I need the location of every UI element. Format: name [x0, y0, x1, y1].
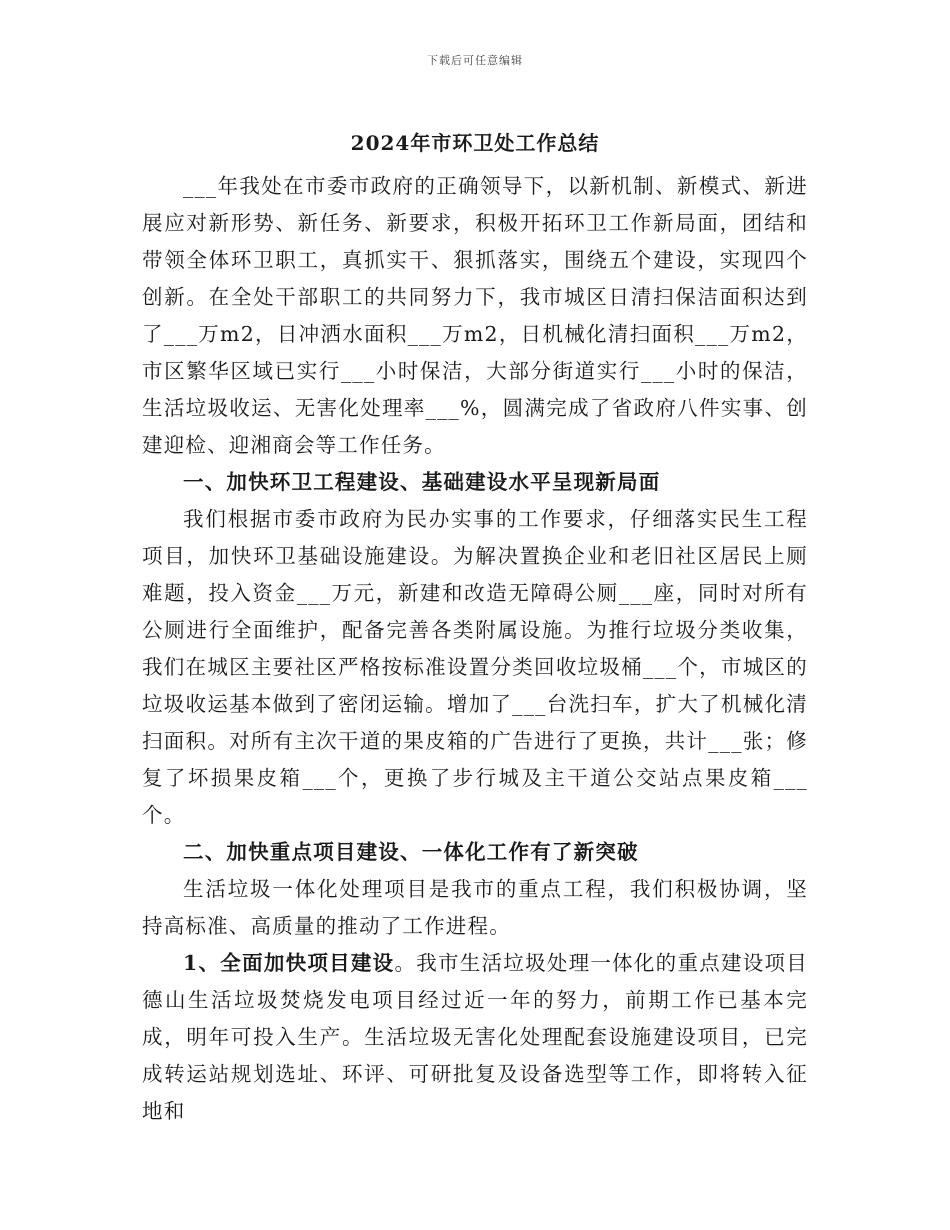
- header-watermark: 下载后可任意编辑: [427, 54, 523, 67]
- section-2-heading: 二、加快重点项目建设、一体化工作有了新突破: [183, 840, 639, 864]
- section-2-paragraph: 生活垃圾一体化处理项目是我市的重点工程，我们积极协调，坚持高标准、高质量的推动了工作进程。: [142, 877, 808, 938]
- section-2-item-1-paragraph: [142, 945, 808, 1130]
- section-1-heading: 一、加快环卫工程建设、基础建设水平呈现新局面: [183, 470, 661, 494]
- document-title: 2024年市环卫处工作总结: [350, 131, 600, 155]
- section-2-item-1-lead: 1、全面加快项目建设: [183, 951, 395, 975]
- section-2-item-1-text: 。我市生活垃圾处理一体化的重点建设项目德山生活垃圾焚烧发电项目经过近一年的努力，前期工作已基本完成，明年可投入生产。生活垃圾无害化处理配套设施建设项目，已完成转运站规划选址、环评、可研批复及设备选型等工作，即将转入征地和: [142, 951, 808, 1123]
- intro-paragraph: ___年我处在市委市政府的正确领导下，以新机制、新模式、新进展应对新形势、新任务、新要求，积极开拓环卫工作新局面，团结和带领全体环卫职工，真抓实干、狠抓落实，围绕五个建设，实现四个创新。在全处干部职工的共同努力下，我市城区日清扫保洁面积达到了___万m2，日冲洒水面积___万m2，日机械化清扫面积___万m2，市区繁华区域已实行___小时保洁，大部分街道实行___小时的保洁，生活垃圾收运、无害化处理率___%，圆满完成了省政府八件实事、创建迎检、迎湘商会等工作任务。: [142, 174, 808, 457]
- section-1-paragraph: 我们根据市委市政府为民办实事的工作要求，仔细落实民生工程项目，加快环卫基础设施建设。为解决置换企业和老旧社区居民上厕难题，投入资金___万元，新建和改造无障碍公厕___座，同时对所有公厕进行全面维护，配备完善各类附属设施。为推行垃圾分类收集，我们在城区主要社区严格按标准设置分类回收垃圾桶___个，市城区的垃圾收运基本做到了密闭运输。增加了___台洗扫车，扩大了机械化清扫面积。对所有主次干道的果皮箱的广告进行了更换，共计___张；修复了坏损果皮箱___个，更换了步行城及主干道公交站点果皮箱___个。: [142, 507, 808, 827]
- document-body: [142, 168, 808, 1130]
